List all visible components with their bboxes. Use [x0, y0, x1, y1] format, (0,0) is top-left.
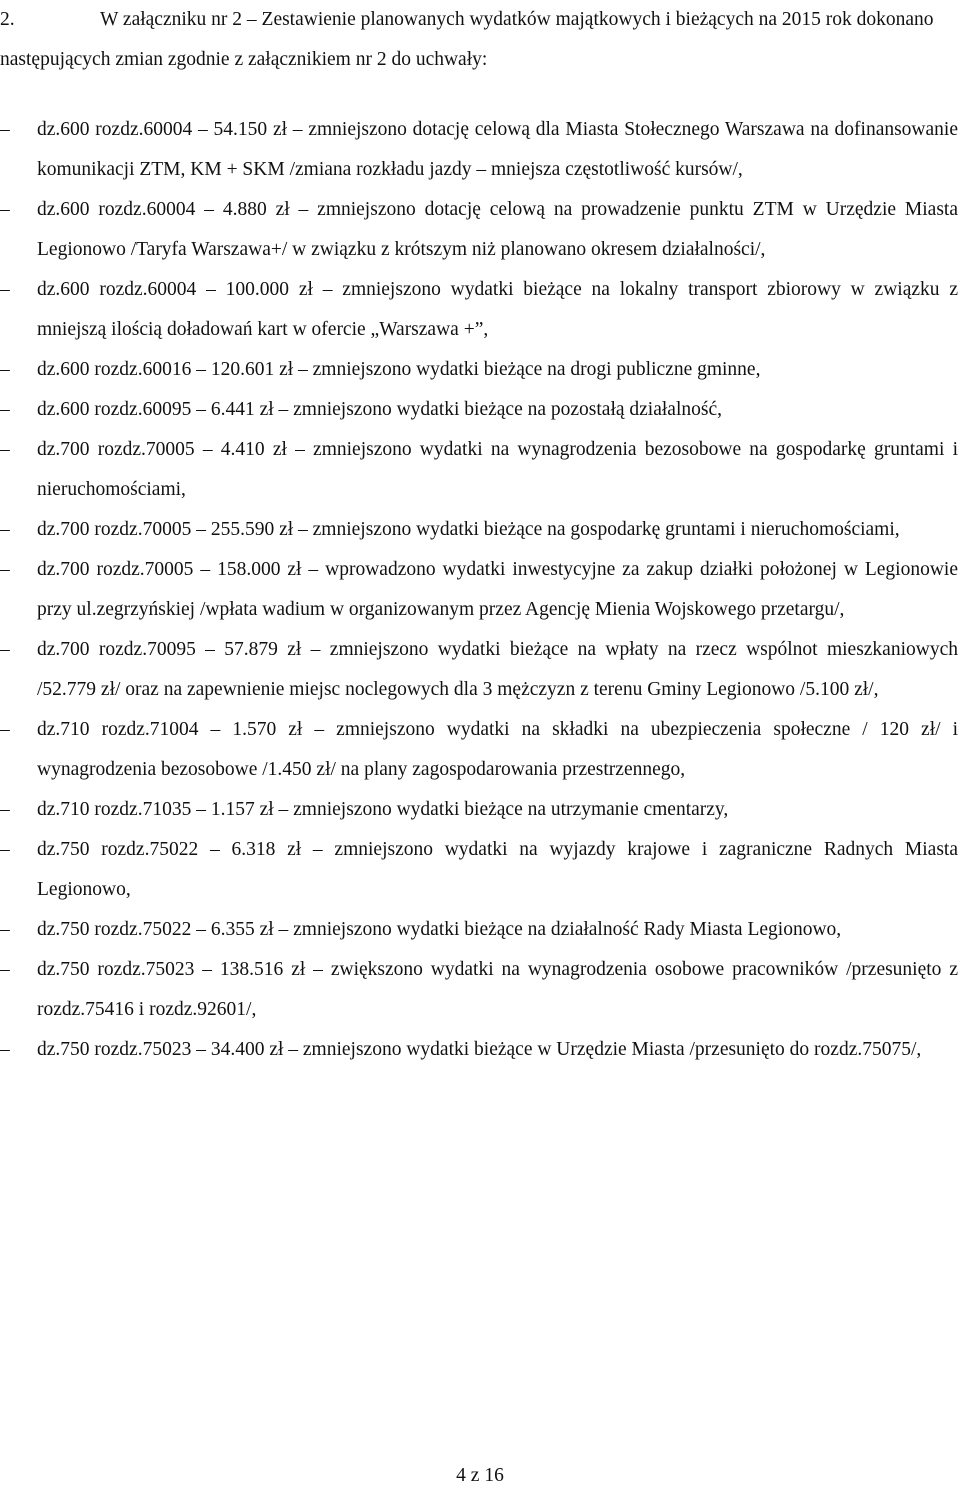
list-item-text: dz.710 rozdz.71004 – 1.570 zł – zmniejszono wydatki na składki na ubezpieczenia społeczne / 120 zł/ i wynagrodzenia bezosobowe /1.450 zł/ na plany zagospodarowania przestrzennego,	[37, 719, 958, 780]
list-item	[0, 510, 958, 550]
list-item	[0, 630, 958, 710]
list-dash: –	[0, 1039, 10, 1060]
list-dash: –	[0, 959, 10, 980]
list-item-text: dz.700 rozdz.70005 – 255.590 zł – zmniejszono wydatki bieżące na gospodarkę gruntami i nieruchomościami,	[37, 519, 900, 540]
list-item	[0, 790, 958, 830]
list-item	[0, 950, 958, 1030]
list-item-text: dz.600 rozdz.60004 – 100.000 zł – zmniejszono wydatki bieżące na lokalny transport zbiorowy w związku z mniejszą ilością doładowań kart w ofercie „Warszawa +”,	[37, 279, 958, 340]
list-item-text: dz.750 rozdz.75022 – 6.318 zł – zmniejszono wydatki na wyjazdy krajowe i zagraniczne Radnych Miasta Legionowo,	[37, 839, 958, 900]
list-dash: –	[0, 359, 10, 380]
section-number: 2.	[0, 9, 15, 30]
list-item	[0, 710, 958, 790]
list-dash: –	[0, 439, 10, 460]
list-dash: –	[0, 519, 10, 540]
intro-text: W załączniku nr 2 – Zestawienie planowanych wydatków majątkowych i bieżących na 2015 rok dokonano następujących zmian zgodnie z załącznikiem nr 2 do uchwały:	[0, 9, 934, 70]
list-item	[0, 270, 958, 350]
list-dash: –	[0, 839, 10, 860]
list-item	[0, 350, 958, 390]
list-item-text: dz.750 rozdz.75023 – 34.400 zł – zmniejszono wydatki bieżące w Urzędzie Miasta /przesunięto do rozdz.75075/,	[37, 1039, 922, 1060]
list-dash: –	[0, 719, 10, 740]
list-dash: –	[0, 799, 10, 820]
changes-list	[0, 110, 958, 1070]
list-item-text: dz.700 rozdz.70005 – 4.410 zł – zmniejszono wydatki na wynagrodzenia bezosobowe na gospodarkę gruntami i nieruchomościami,	[37, 439, 958, 500]
list-dash: –	[0, 119, 10, 140]
list-item	[0, 830, 958, 910]
list-dash: –	[0, 559, 10, 580]
list-item	[0, 110, 958, 190]
list-item	[0, 390, 958, 430]
list-item-text: dz.600 rozdz.60004 – 54.150 zł – zmniejszono dotację celową dla Miasta Stołecznego Warszawa na dofinansowanie komunikacji ZTM, KM + SKM /zmiana rozkładu jazdy – mniejsza częstotliwość kursów/,	[37, 119, 958, 180]
list-dash: –	[0, 639, 10, 660]
list-item	[0, 910, 958, 950]
page-number: 4 z 16	[456, 1465, 504, 1486]
list-dash: –	[0, 399, 10, 420]
list-dash: –	[0, 279, 10, 300]
list-item	[0, 430, 958, 510]
list-item-text: dz.600 rozdz.60016 – 120.601 zł – zmniejszono wydatki bieżące na drogi publiczne gminne,	[37, 359, 761, 380]
list-dash: –	[0, 199, 10, 220]
list-dash: –	[0, 919, 10, 940]
list-item-text: dz.600 rozdz.60095 – 6.441 zł – zmniejszono wydatki bieżące na pozostałą działalność,	[37, 399, 722, 420]
list-item-text: dz.710 rozdz.71035 – 1.157 zł – zmniejszono wydatki bieżące na utrzymanie cmentarzy,	[37, 799, 729, 820]
list-item	[0, 550, 958, 630]
list-item	[0, 1030, 958, 1070]
list-item-text: dz.700 rozdz.70095 – 57.879 zł – zmniejszono wydatki bieżące na wpłaty na rzecz wspólnot mieszkaniowych /52.779 zł/ oraz na zapewnienie miejsc noclegowych dla 3 mężczyzn z terenu Gminy Legionowo /5.100 zł/,	[37, 639, 958, 700]
list-item-text: dz.600 rozdz.60004 – 4.880 zł – zmniejszono dotację celową na prowadzenie punktu ZTM w Urzędzie Miasta Legionowo /Taryfa Warszawa+/ w związku z krótszym niż planowano okresem działalności/,	[37, 199, 958, 260]
list-item-text: dz.750 rozdz.75023 – 138.516 zł – zwiększono wydatki na wynagrodzenia osobowe pracowników /przesunięto z rozdz.75416 i rozdz.92601/,	[37, 959, 958, 1020]
intro-paragraph	[0, 0, 958, 80]
list-item-text: dz.750 rozdz.75022 – 6.355 zł – zmniejszono wydatki bieżące na działalność Rady Miasta Legionowo,	[37, 919, 842, 940]
list-item-text: dz.700 rozdz.70005 – 158.000 zł – wprowadzono wydatki inwestycyjne za zakup działki położonej w Legionowie przy ul.zegrzyńskiej /wpłata wadium w organizowanym przez Agencję Mienia Wojskowego przetargu/,	[37, 559, 958, 620]
list-item	[0, 190, 958, 270]
